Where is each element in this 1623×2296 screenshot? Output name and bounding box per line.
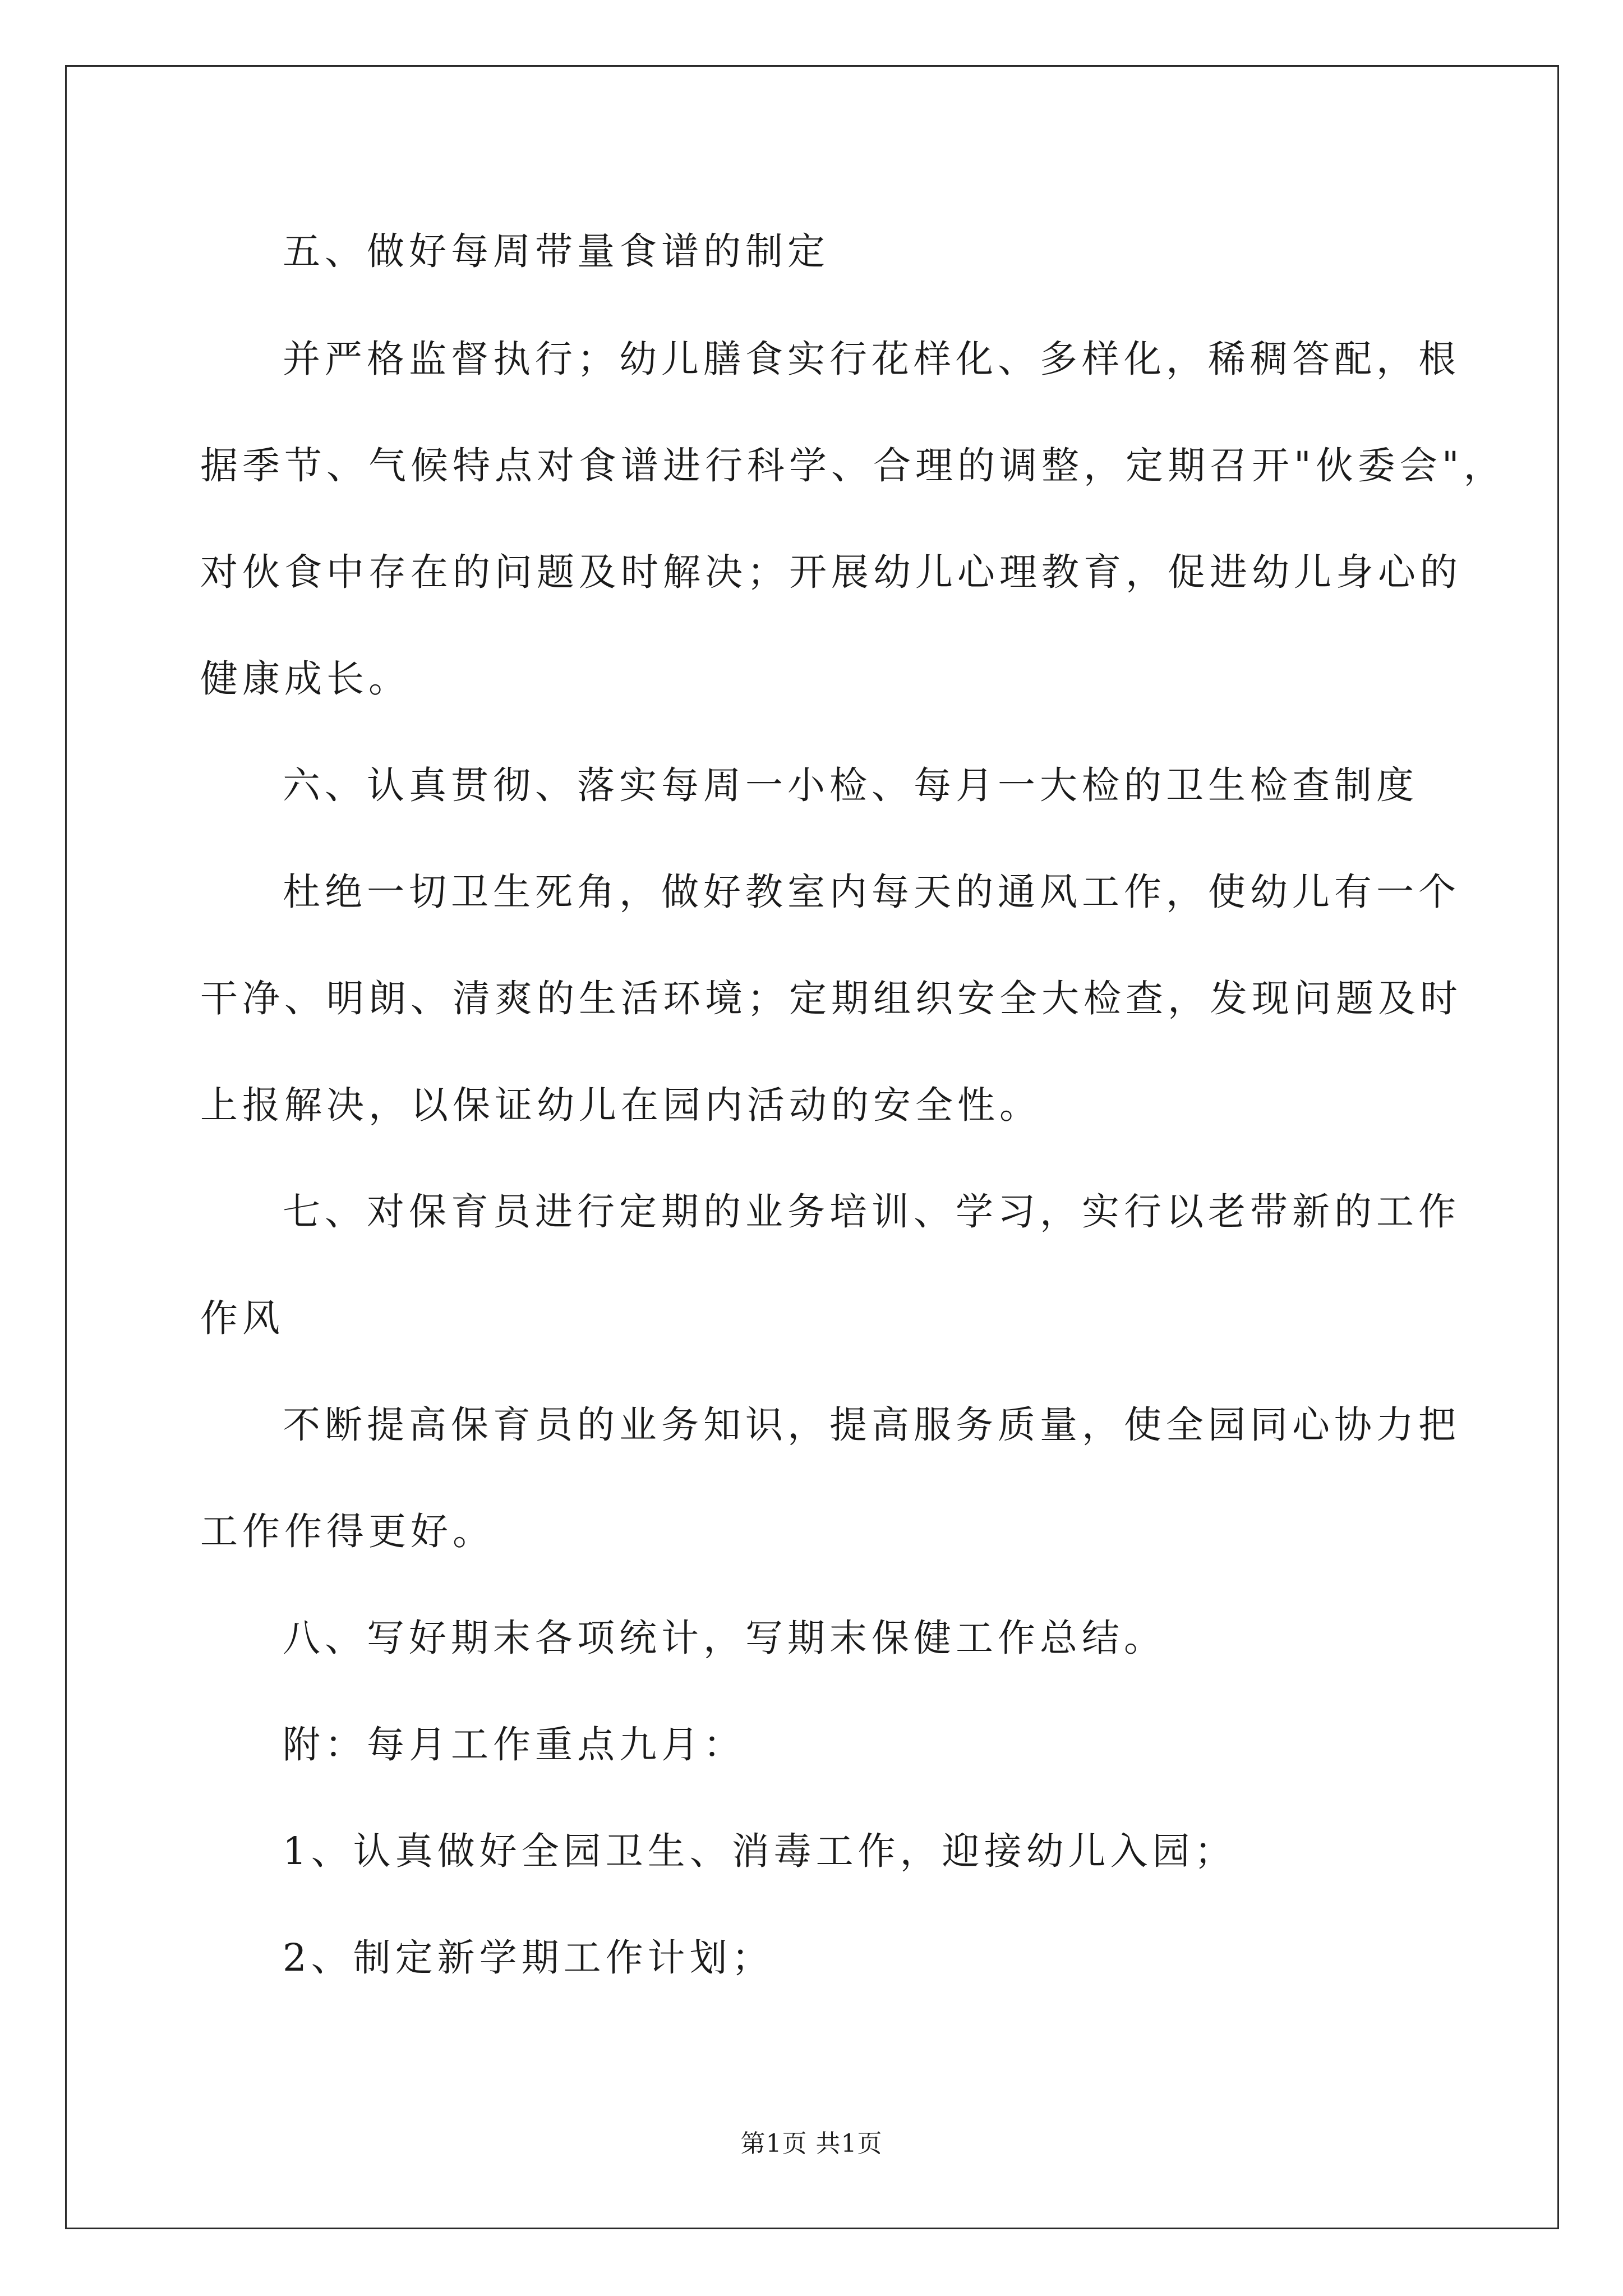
page-number: 第1页 共1页 bbox=[740, 2129, 883, 2158]
paragraph-line: 并严格监督执行；幼儿膳食实行花样化、多样化，稀稠答配，根 bbox=[283, 337, 1460, 381]
section-5-heading: 五、做好每周带量食谱的制定 bbox=[283, 229, 829, 273]
list-item: 1、认真做好全园卫生、消毒工作，迎接幼儿入园； bbox=[283, 1829, 1237, 1873]
paragraph-line: 健康成长。 bbox=[200, 657, 411, 701]
paragraph-line: 杜绝一切卫生死角，做好教室内每天的通风工作，使幼儿有一个 bbox=[283, 870, 1460, 914]
paragraph-line: 工作作得更好。 bbox=[200, 1510, 495, 1553]
page-border bbox=[65, 65, 1559, 2229]
section-7-heading: 七、对保育员进行定期的业务培训、学习，实行以老带新的工作 bbox=[283, 1190, 1460, 1234]
section-8-heading: 八、写好期末各项统计，写期末保健工作总结。 bbox=[283, 1616, 1166, 1660]
appendix-heading: 附：每月工作重点九月： bbox=[283, 1723, 745, 1766]
list-item: 2、制定新学期工作计划； bbox=[283, 1936, 774, 1980]
paragraph-line: 不断提高保育员的业务知识，提高服务质量，使全园同心协力把 bbox=[283, 1403, 1460, 1447]
paragraph-line: 上报解决，以保证幼儿在园内活动的安全性。 bbox=[200, 1083, 1041, 1127]
section-6-heading: 六、认真贯彻、落实每周一小检、每月一大检的卫生检查制度 bbox=[283, 763, 1418, 807]
paragraph-line: 干净、明朗、清爽的生活环境；定期组织安全大检查，发现问题及时 bbox=[200, 977, 1462, 1020]
paragraph-line: 据季节、气候特点对食谱进行科学、合理的调整，定期召开"伙委会"， bbox=[200, 444, 1506, 487]
paragraph-line: 对伙食中存在的问题及时解决；开展幼儿心理教育，促进幼儿身心的 bbox=[200, 550, 1462, 594]
paragraph-line: 作风 bbox=[200, 1296, 284, 1340]
